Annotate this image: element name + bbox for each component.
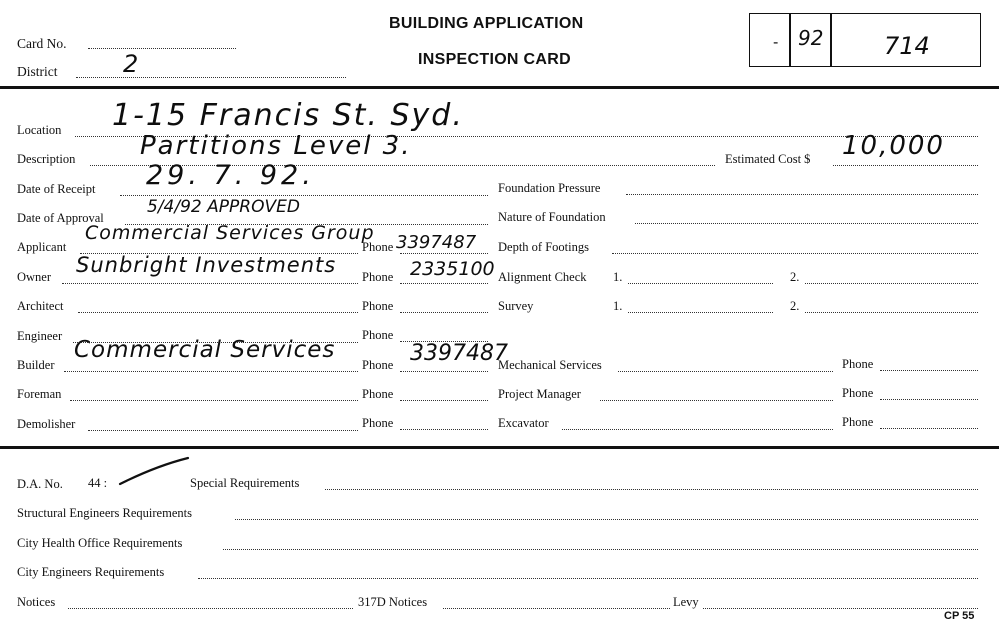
owner-value[interactable]: Sunbright Investments (76, 253, 337, 277)
applicant-phone-value[interactable]: 3397487 (396, 232, 477, 253)
levy-dotted-line (703, 608, 978, 609)
reference-dash: - (773, 34, 779, 51)
form-title: BUILDING APPLICATION (389, 15, 584, 32)
owner-phone-dotted-line (400, 283, 488, 284)
owner-dotted-line (62, 283, 358, 284)
notices-dotted-line (68, 608, 353, 609)
date-of-approval-value[interactable]: 5/4/92 APPROVED (147, 197, 300, 217)
date-of-receipt-dotted-line (120, 195, 488, 196)
estimated-cost-label: Estimated Cost $ (725, 152, 811, 166)
survey-2-dotted-line (805, 312, 978, 313)
mechanical-services-label: Mechanical Services (498, 358, 602, 372)
district-value[interactable]: 2 (123, 50, 139, 78)
district-label: District (17, 64, 58, 79)
section-divider (0, 446, 999, 449)
project-manager-dotted-line (600, 400, 833, 401)
excavator-phone-label: Phone (842, 415, 874, 429)
mechanical-services-phone-label: Phone (842, 357, 874, 371)
alignment-check-2-dotted-line (805, 283, 978, 284)
location-value[interactable]: 1-15 Francis St. Syd. (112, 98, 464, 133)
foreman-dotted-line (70, 400, 358, 401)
alignment-check-option-1: 1. (613, 270, 623, 284)
city-health-office-label: City Health Office Requirements (17, 536, 183, 550)
nature-of-foundation-label: Nature of Foundation (498, 210, 606, 224)
date-of-receipt-label: Date of Receipt (17, 182, 96, 196)
card-no-label: Card No. (17, 36, 67, 51)
form-code: CP 55 (944, 610, 975, 622)
date-of-receipt-value[interactable]: 29. 7. 92. (146, 160, 315, 191)
mechanical-services-phone-dotted-line (880, 370, 978, 371)
levy-label: Levy (673, 595, 699, 609)
engineer-phone-label: Phone (362, 328, 394, 342)
applicant-phone-label: Phone (362, 240, 394, 254)
city-engineers-label: City Engineers Requirements (17, 565, 165, 579)
project-manager-phone-dotted-line (880, 399, 978, 400)
structural-engineers-label: Structural Engineers Requirements (17, 506, 192, 520)
engineer-label: Engineer (17, 329, 63, 343)
foreman-phone-label: Phone (362, 387, 394, 401)
demolisher-phone-dotted-line (400, 429, 488, 430)
estimated-cost-dotted-line (833, 165, 978, 166)
survey-option-2: 2. (790, 299, 800, 313)
demolisher-dotted-line (88, 430, 358, 431)
reference-box-divider (830, 14, 832, 66)
architect-label: Architect (17, 299, 64, 313)
demolisher-label: Demolisher (17, 417, 76, 431)
demolisher-phone-label: Phone (362, 416, 394, 430)
location-label: Location (17, 123, 62, 137)
reference-box (749, 13, 981, 67)
notices-317d-label: 317D Notices (358, 595, 428, 609)
special-requirements-label: Special Requirements (190, 476, 300, 490)
builder-phone-label: Phone (362, 358, 394, 372)
architect-phone-label: Phone (362, 299, 394, 313)
mechanical-services-dotted-line (618, 371, 833, 372)
da-no-label: D.A. No. (17, 477, 63, 491)
project-manager-label: Project Manager (498, 387, 581, 401)
alignment-check-option-2: 2. (790, 270, 800, 284)
nature-of-foundation-dotted-line (635, 223, 978, 224)
foundation-pressure-dotted-line (626, 194, 978, 195)
special-requirements-dotted-line (325, 489, 978, 490)
card-no-dotted-line (88, 48, 236, 49)
builder-phone-value[interactable]: 3397487 (410, 341, 508, 366)
estimated-cost-value[interactable]: 10,000 (842, 131, 945, 161)
excavator-dotted-line (562, 429, 833, 430)
notices-317d-dotted-line (443, 608, 670, 609)
project-manager-phone-label: Phone (842, 386, 874, 400)
city-engineers-dotted-line (198, 578, 978, 579)
excavator-label: Excavator (498, 416, 549, 430)
builder-label: Builder (17, 358, 55, 372)
structural-engineers-dotted-line (235, 519, 978, 520)
architect-dotted-line (78, 312, 358, 313)
foundation-pressure-label: Foundation Pressure (498, 181, 601, 195)
foreman-phone-dotted-line (400, 400, 488, 401)
date-of-approval-label: Date of Approval (17, 211, 104, 225)
owner-phone-label: Phone (362, 270, 394, 284)
reference-box-divider (789, 14, 791, 66)
foreman-label: Foreman (17, 387, 62, 401)
city-health-office-dotted-line (223, 549, 978, 550)
alignment-check-1-dotted-line (628, 283, 773, 284)
reference-year[interactable]: 92 (798, 26, 824, 50)
da-no-value[interactable]: 44 : (88, 476, 108, 490)
form-subtitle: INSPECTION CARD (418, 51, 571, 68)
depth-of-footings-dotted-line (612, 253, 978, 254)
survey-option-1: 1. (613, 299, 623, 313)
builder-value[interactable]: Commercial Services (74, 337, 336, 363)
district-dotted-line (76, 77, 346, 78)
applicant-value[interactable]: Commercial Services Group (85, 222, 375, 244)
builder-dotted-line (64, 371, 358, 372)
survey-label: Survey (498, 299, 534, 313)
description-value[interactable]: Partitions Level 3. (140, 131, 412, 161)
survey-1-dotted-line (628, 312, 773, 313)
applicant-phone-dotted-line (400, 253, 488, 254)
pen-stroke-mark (118, 455, 190, 487)
builder-phone-dotted-line (400, 371, 488, 372)
depth-of-footings-label: Depth of Footings (498, 240, 589, 254)
alignment-check-label: Alignment Check (498, 270, 587, 284)
owner-label: Owner (17, 270, 52, 284)
reference-number[interactable]: 714 (884, 32, 930, 60)
header-divider (0, 86, 999, 89)
owner-phone-value[interactable]: 2335100 (410, 258, 495, 280)
excavator-phone-dotted-line (880, 428, 978, 429)
notices-label: Notices (17, 595, 56, 609)
architect-phone-dotted-line (400, 312, 488, 313)
applicant-label: Applicant (17, 240, 67, 254)
description-label: Description (17, 152, 76, 166)
